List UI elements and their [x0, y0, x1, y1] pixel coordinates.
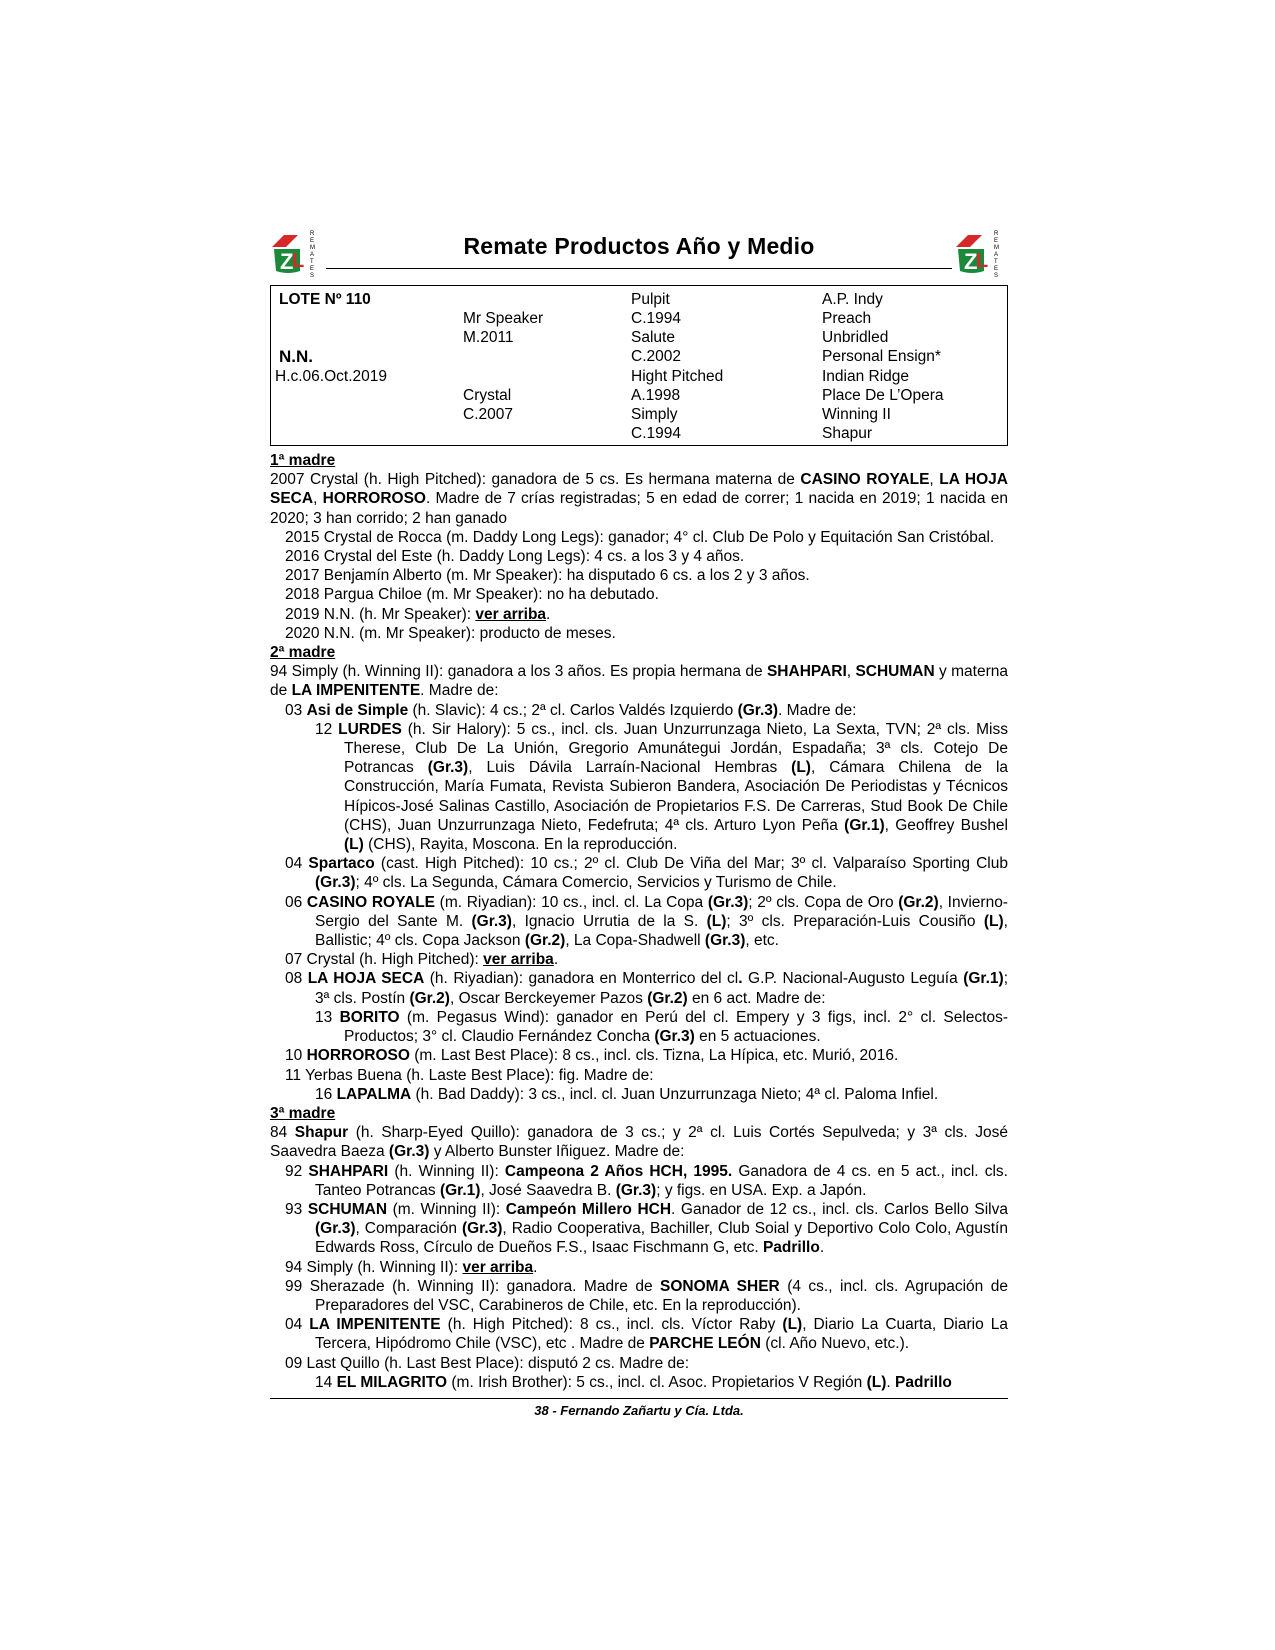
svg-text:E: E: [994, 238, 999, 244]
svg-text:M: M: [994, 245, 999, 251]
dam-paragraph: 84 Shapur (h. Sharp-Eyed Quillo): ganadora de 3 cs.; y 2ª cl. Luis Cortés Sepulveda; y 3ª cls. José Saavedra Baeza (Gr.3) y Alberto Bunster Iñiguez. Madre de:: [270, 1124, 1008, 1161]
gen3-cell: Personal Ensign*: [822, 348, 941, 365]
lot-number: LOTE Nº 110: [279, 291, 371, 308]
produce-entry: 16 LAPALMA (h. Bad Daddy): 3 cs., incl. cl. Juan Unzurrunzaga Nieto; 4ª cl. Paloma Infiel.: [315, 1085, 939, 1103]
svg-text:L: L: [292, 250, 305, 272]
section-heading-second-dam: 2ª madre: [270, 644, 336, 662]
catalog-body: [270, 451, 1008, 1392]
zl-remates-logo: [954, 227, 1008, 277]
sire-name: Mr Speaker: [463, 310, 544, 327]
gen3-cell: Preach: [822, 310, 872, 327]
gen3-cell: Unbridled: [822, 329, 889, 346]
gen2-cell: Simply: [631, 406, 678, 423]
produce-entry: 2019 N.N. (h. Mr Speaker): ver arriba.: [285, 605, 551, 623]
produce-entry: 2020 N.N. (m. Mr Speaker): producto de meses.: [285, 624, 616, 642]
footer-rule: [270, 1398, 1008, 1399]
svg-text:E: E: [310, 238, 315, 244]
produce-entry: 2015 Crystal de Rocca (m. Daddy Long Legs): ganador; 4° cl. Club De Polo y Equitación San Cristóbal.: [285, 528, 995, 546]
produce-entry: 04 LA IMPENITENTE (h. High Pitched): 8 cs., incl. cls. Víctor Raby (L), Diario La Cuarta, Diario La Tercera, Hipódromo Chile (VSC), etc . Madre de PARCHE LEÓN (cl. Año Nuevo, etc.).: [285, 1316, 1008, 1353]
page: [270, 225, 1008, 1418]
svg-text:E: E: [994, 266, 999, 272]
zl-remates-logo: [270, 227, 324, 277]
svg-text:R: R: [310, 231, 315, 237]
produce-entry: 94 Simply (h. Winning II): ver arriba.: [285, 1258, 538, 1276]
produce-entry: 92 SHAHPARI (h. Winning II): Campeona 2 Años HCH, 1995. Ganadora de 4 cs. en 5 act., incl. cls. Tanteo Potrancas (Gr.1), José Saavedra B. (Gr.3); y figs. en USA. Exp. a Japón.: [285, 1162, 1008, 1199]
svg-text:E: E: [310, 266, 315, 272]
page-header: [270, 225, 1008, 285]
title-rule: [326, 268, 952, 269]
svg-text:A: A: [994, 252, 999, 258]
produce-entry: 08 LA HOJA SECA (h. Riyadian): ganadora en Monterrico del cl. G.P. Nacional-Augusto Leguía (Gr.1); 3ª cls. Postín (Gr.2), Oscar Berckeyemer Pazos (Gr.2) en 6 act. Madre de:: [285, 970, 1008, 1007]
gen3-cell: Indian Ridge: [822, 368, 910, 385]
produce-entry: 99 Sherazade (h. Winning II): ganadora. Madre de SONOMA SHER (4 cs., incl. cls. Agrupación de Preparadores del VSC, Carabineros de Chile, etc. En la reproducción).: [285, 1277, 1008, 1314]
dam-info: C.2007: [463, 406, 513, 423]
svg-text:S: S: [310, 273, 315, 277]
gen2-cell: Hight Pitched: [631, 368, 724, 385]
svg-text:R: R: [994, 231, 999, 237]
gen2-cell: C.1994: [631, 425, 681, 442]
produce-entry: 2017 Benjamín Alberto (m. Mr Speaker): ha disputado 6 cs. a los 2 y 3 años.: [285, 567, 810, 585]
horse-info: H.c.06.Oct.2019: [275, 368, 388, 385]
produce-entry: 2018 Pargua Chiloe (m. Mr Speaker): no ha debutado.: [285, 586, 659, 604]
gen2-cell: A.1998: [631, 387, 681, 404]
horse-name: N.N.: [279, 347, 313, 366]
gen3-cell: A.P. Indy: [822, 291, 883, 308]
produce-entry: 14 EL MILAGRITO (m. Irish Brother): 5 cs., incl. cl. Asoc. Propietarios V Región (L). Padrillo: [315, 1373, 952, 1391]
dam-paragraph: 2007 Crystal (h. High Pitched): ganadora de 5 cs. Es hermana materna de CASINO ROYALE, LA HOJA SECA, HORROROSO. Madre de 7 crías registradas; 5 en edad de correr; 1 nacida en 2019; 1 nacida en 2020; 3 han corrido; 2 han ganado: [270, 471, 1008, 527]
section-heading-first-dam: 1ª madre: [270, 452, 336, 469]
dam-name: Crystal: [463, 387, 512, 404]
produce-entry: 09 Last Quillo (h. Last Best Place): disputó 2 cs. Madre de:: [285, 1354, 690, 1372]
gen2-cell: Salute: [631, 329, 675, 346]
pedigree-table: [270, 285, 1008, 446]
produce-entry: 03 Asi de Simple (h. Slavic): 4 cs.; 2ª cl. Carlos Valdés Izquierdo (Gr.3). Madre de:: [285, 701, 857, 719]
gen2-cell: C.2002: [631, 348, 681, 365]
svg-text:Z: Z: [280, 249, 294, 274]
svg-text:M: M: [310, 245, 315, 251]
sire-info: M.2011: [463, 329, 514, 346]
produce-entry: 2016 Crystal del Este (h. Daddy Long Legs): 4 cs. a los 3 y 4 años.: [285, 548, 745, 566]
page-title: Remate Productos Año y Medio: [463, 233, 815, 259]
produce-entry: 10 HORROROSO (m. Last Best Place): 8 cs., incl. cls. Tizna, La Hípica, etc. Murió, 2016.: [285, 1047, 899, 1065]
gen2-cell: C.1994: [631, 310, 681, 327]
svg-text:A: A: [310, 252, 315, 258]
svg-text:L: L: [976, 250, 989, 272]
produce-entry: 06 CASINO ROYALE (m. Riyadian): 10 cs., incl. cl. La Copa (Gr.3); 2º cls. Copa de Oro (Gr.2), Invierno-Sergio del Sante M. (Gr.3), Ignacio Urrutia de la S. (L); 3º cls. Preparación-Luis Cousiño (L), Ballistic; 4º cls. Copa Jackson (Gr.2), La Copa-Shadwell (Gr.3), etc.: [285, 893, 1008, 950]
dam-paragraph: 94 Simply (h. Winning II): ganadora a los 3 años. Es propia hermana de SHAHPARI, SCHUMAN y materna de LA IMPENITENTE. Madre de:: [270, 663, 1008, 700]
svg-text:S: S: [994, 273, 999, 277]
gen3-cell: Winning II: [822, 406, 891, 423]
section-heading-third-dam: 3ª madre: [270, 1104, 336, 1122]
gen3-cell: Shapur: [822, 425, 872, 442]
produce-entry: 13 BORITO (m. Pegasus Wind): ganador en Perú del cl. Empery y 3 figs, incl. 2° cl. Selectos-Productos; 3° cl. Claudio Fernández Concha (Gr.3) en 5 actuaciones.: [315, 1008, 1008, 1046]
page-footer: 38 - Fernando Zañartu y Cía. Ltda.: [534, 1402, 744, 1418]
produce-entry: 93 SCHUMAN (m. Winning II): Campeón Millero HCH. Ganador de 12 cs., incl. cls. Carlos Bello Silva (Gr.3), Comparación (Gr.3), Radio Cooperativa, Bachiller, Club Soial y Deportivo Colo Colo, Agustín Edwards Ross, Círculo de Dueños F.S., Isaac Fischmann G, etc. Padrillo.: [285, 1200, 1008, 1257]
gen2-cell: Pulpit: [631, 291, 670, 308]
produce-entry: 04 Spartaco (cast. High Pitched): 10 cs.; 2º cl. Club De Viña del Mar; 3º cl. Valparaíso Sporting Club (Gr.3); 4º cls. La Segunda, Cámara Comercio, Servicios y Turismo de Chile.: [285, 855, 1008, 892]
gen3-cell: Place De L’Opera: [822, 387, 944, 404]
produce-entry: 07 Crystal (h. High Pitched): ver arriba.: [285, 951, 559, 969]
svg-text:T: T: [310, 259, 314, 265]
produce-entry: 11 Yerbas Buena (h. Laste Best Place): fig. Madre de:: [285, 1066, 654, 1084]
produce-entry: 12 LURDES (h. Sir Halory): 5 cs., incl. cls. Juan Unzurrunzaga Nieto, La Sexta, TVN; 2ª cls. Miss Therese, Club De La Unión, Gregorio Amunátegui Jordán, Espadaña; 3ª cls. Cotejo De Potrancas (Gr.3), Luis Dávila Larraín-Nacional Hembras (L), Cámara Chilena de la Construcción, María Fumata, Revista Subieron Bandera, Asociación De Periodistas y Técnicos Hípicos-José Salinas Castillo, Asociación de Propietarios F.S. De Carreras, Stud Book De Chile (CHS), Juan Unzurrunzaga Nieto, Fedefruta; 4ª cls. Arturo Lyon Peña (Gr.1), Geoffrey Bushel (L) (CHS), Rayita, Moscona. En la reproducción.: [315, 720, 1009, 854]
svg-text:Z: Z: [964, 249, 978, 274]
svg-text:T: T: [994, 259, 998, 265]
